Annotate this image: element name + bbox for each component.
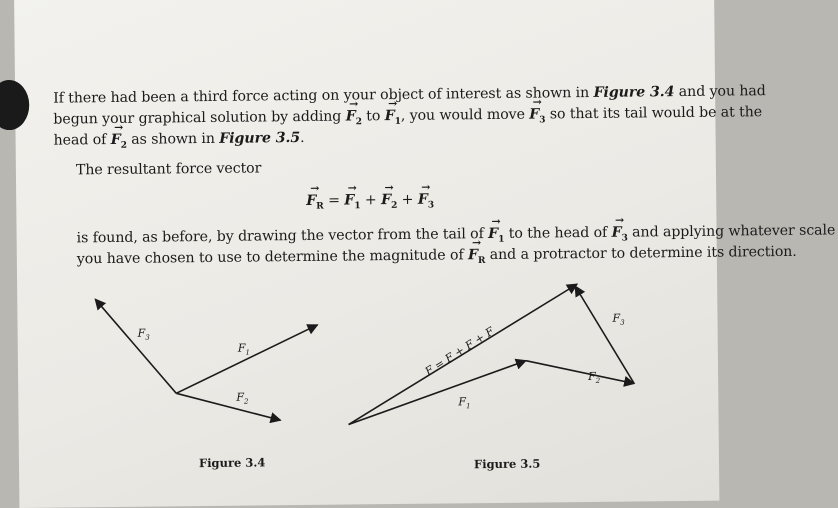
figure-ref: Figure 3.4 — [593, 84, 675, 101]
fig34-vector-f1 — [176, 325, 319, 393]
fig34-label-f2: $F_2$ — [236, 390, 249, 406]
vector-f3: → $F_3$ — [611, 225, 627, 244]
fig34-vector-f2 — [176, 392, 280, 421]
fig35-label-resultant: F = F + F + F — [422, 324, 497, 379]
fig34-vector-f3 — [95, 298, 176, 394]
paragraph-1-line-1: If there had been a third force acting on your object of interest as shown in Figure 3.4 and you had — [53, 83, 766, 107]
figure-3-4-caption: Figure 3.4 — [198, 455, 266, 471]
figure-3-4 — [95, 297, 318, 422]
textbook-page — [14, 0, 836, 508]
paragraph-3-line-2: you have chosen to use to determine the magnitude of → $F_R$ and a protractor to determine its direction. — [77, 244, 797, 270]
fig35-label-f1: $F_1$ — [458, 395, 471, 411]
fig35-label-f2: $F_2$ — [588, 369, 601, 385]
figures-svg — [14, 0, 719, 508]
vector-f3: → $F_3$ — [529, 106, 545, 125]
fig34-label-f1: $F_1$ — [237, 341, 250, 357]
resultant-equation: → $F_R$ = → $F_1$ + → $F_2$ + → $F_3$ — [306, 192, 434, 212]
figure-ref: Figure 3.5 — [219, 130, 301, 147]
vector-f1: → $F_1$ — [488, 226, 504, 245]
paragraph-1-line-2: begun your graphical solution by adding → $F_2$ to → $F_1$, you would move → $F_3$ so that its tail would be at the — [53, 104, 762, 130]
fig35-vector-f2 — [526, 360, 634, 385]
fig35-vector-f3 — [575, 286, 634, 385]
vector-fr: → $F_R$ — [468, 247, 486, 266]
figure-3-5-caption: Figure 3.5 — [473, 456, 541, 472]
vector-f2: → $F_2$ — [346, 108, 362, 127]
paragraph-2: The resultant force vector — [75, 160, 262, 179]
paragraph-3-line-1: is found, as before, by drawing the vector from the tail of → $F_1$ to the head of → $F_3$ and applying whatever scale — [77, 222, 836, 249]
fig34-label-f3: $F_3$ — [137, 326, 150, 342]
vector-f1: → $F_1$ — [385, 108, 401, 127]
figure-3-5 — [347, 284, 634, 425]
paragraph-1-line-3: head of → $F_2$ as shown in Figure 3.5. — [54, 130, 305, 151]
fig35-label-f3: $F_3$ — [612, 311, 625, 327]
vector-f2: → $F_2$ — [111, 132, 127, 151]
